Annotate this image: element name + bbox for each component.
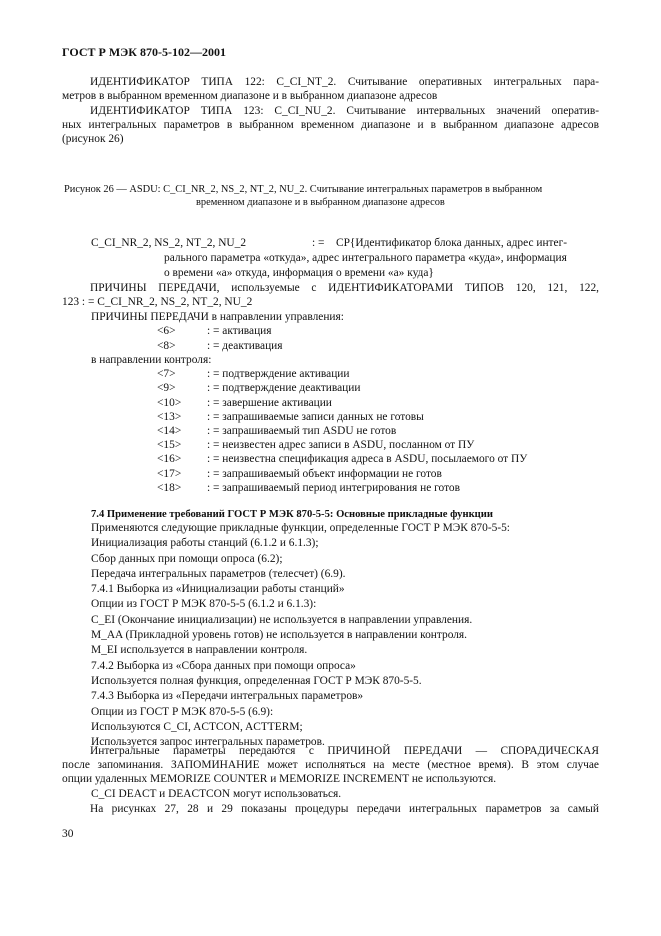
text-line: ИДЕНТИФИКАТОР ТИПА 122: C_CI_NT_2. Считывание оперативных интегральных пара- <box>90 76 599 88</box>
text-line: C_EI (Окончание инициализации) не используется в направлении управления. <box>91 613 473 626</box>
cause-text: : = запрашиваемые записи данных не готовы <box>207 411 424 423</box>
cause-code: <15> <box>157 439 182 451</box>
causes-intro <box>62 281 599 309</box>
cause-code: <8> <box>157 340 176 352</box>
text-line: после запоминания. ЗАПОМИНАНИЕ может исполняться на месте (местное время). В этом случае <box>62 759 599 772</box>
text-line: Инициализация работы станций (6.1.2 и 6.1.3); <box>91 537 319 550</box>
section-body <box>91 521 510 750</box>
text-line: M_EI используется в направлении контроля. <box>91 644 308 657</box>
control-direction-heading: ПРИЧИНЫ ПЕРЕДАЧИ в направлении управления: <box>91 311 344 323</box>
definition-body: о времени «а» откуда, информация о времени «а» куда} <box>164 267 434 279</box>
cause-text: : = завершение активации <box>207 397 332 409</box>
cause-text: : = неизвестна спецификация адреса в ASDU, посылаемого от ПУ <box>207 453 528 465</box>
spontaneous-paragraph <box>62 744 599 787</box>
definition-body: рального параметра «откуда», адрес интегрального параметра «куда», информация <box>164 252 567 264</box>
text-line: ных интегральных параметров в выбранном временном диапазоне и в выбранном диапазоне адресов <box>62 119 599 132</box>
cause-code: <6> <box>157 325 176 337</box>
cause-text: : = деактивация <box>207 340 283 352</box>
cause-text: : = запрашиваемый тип ASDU не готов <box>207 425 397 437</box>
figure-caption <box>64 183 599 209</box>
figures-paragraph <box>62 802 599 816</box>
text-line: Сбор данных при помощи опроса (6.2); <box>91 552 283 565</box>
subsection-heading: 7.4.3 Выборка из «Передачи интегральных параметров» <box>91 690 364 703</box>
page-number: 30 <box>62 828 74 840</box>
document-header: ГОСТ Р МЭК 870-5-102—2001 <box>62 45 226 59</box>
caption-line: временном диапазоне и в выбранном диапазоне адресов <box>196 197 445 208</box>
cause-code: <16> <box>157 453 182 465</box>
cause-code: <7> <box>157 368 176 380</box>
type-123-paragraph <box>62 104 599 147</box>
text-line: На рисунках 27, 28 и 29 показаны процедуры передачи интегральных параметров за самый <box>90 803 599 815</box>
deact-paragraph: C_CI DEACT и DEACTCON могут использоваться. <box>91 788 342 800</box>
text-line: (рисунок 26) <box>62 133 124 146</box>
definition-operator: : = <box>312 237 325 249</box>
text-line: Передача интегральных параметров (телесчет) (6.9). <box>91 567 346 580</box>
caption-line: Рисунок 26 — ASDU: C_CI_NR_2, NS_2, NT_2, NU_2. Считывание интегральных параметров в выбранном <box>64 184 543 195</box>
definition-name: C_CI_NR_2, NS_2, NT_2, NU_2 <box>91 237 247 249</box>
text-line: Используются C_CI, ACTCON, ACTTERM; <box>91 720 303 733</box>
text-line: опции удаленных MEMORIZE COUNTER и MEMORIZE INCREMENT не используются. <box>62 773 497 786</box>
cause-text: : = запрашиваемый период интегрирования не готов <box>207 482 460 494</box>
cause-text: : = подтверждение активации <box>207 368 350 380</box>
section-title: 7.4 Применение требований ГОСТ Р МЭК 870-5-5: Основные прикладные функции <box>91 509 493 520</box>
cause-text: : = запрашиваемый объект информации не готов <box>207 468 442 480</box>
type-122-paragraph <box>62 75 599 103</box>
text-line: Интегральные параметры передаются с ПРИЧИНОЙ ПЕРЕДАЧИ — СПОРАДИЧЕСКАЯ <box>90 745 599 757</box>
cause-text: : = неизвестен адрес записи в ASDU, посланном от ПУ <box>207 439 475 451</box>
cause-code: <13> <box>157 411 182 423</box>
monitor-direction-heading: в направлении контроля: <box>91 354 212 366</box>
cause-code: <9> <box>157 382 176 394</box>
text-line: M_AA (Прикладной уровень готов) не используется в направлении контроля. <box>91 629 468 642</box>
text-line: ИДЕНТИФИКАТОР ТИПА 123: C_CI_NU_2. Считывание интервальных значений оператив- <box>90 105 599 117</box>
cause-text: : = активация <box>207 325 272 337</box>
text-line: Опции из ГОСТ Р МЭК 870-5-5 (6.9): <box>91 705 274 718</box>
text-line: Используется запрос интегральных параметров. <box>91 736 325 749</box>
text-line: Применяются следующие прикладные функции, определенные ГОСТ Р МЭК 870-5-5: <box>91 522 510 534</box>
text-line: Используется полная функция, определенная ГОСТ Р МЭК 870-5-5. <box>91 674 422 687</box>
cause-text: : = подтверждение деактивации <box>207 382 361 394</box>
subsection-heading: 7.4.2 Выборка из «Сбора данных при помощи опроса» <box>91 659 356 672</box>
text-line: метров в выбранном временном диапазоне и в выбранном диапазоне адресов <box>62 90 438 103</box>
subsection-heading: 7.4.1 Выборка из «Инициализации работы станций» <box>91 583 345 596</box>
cause-code: <14> <box>157 425 182 437</box>
text-line: ПРИЧИНЫ ПЕРЕДАЧИ, используемые с ИДЕНТИФИКАТОРАМИ ТИПОВ 120, 121, 122, <box>90 282 599 294</box>
cause-code: <17> <box>157 468 182 480</box>
text-line: Опции из ГОСТ Р МЭК 870-5-5 (6.1.2 и 6.1.3): <box>91 598 317 611</box>
text-line: 123 : = C_CI_NR_2, NS_2, NT_2, NU_2 <box>62 296 253 309</box>
definition-body: CP{Идентификатор блока данных, адрес интег- <box>336 237 568 249</box>
cause-code: <10> <box>157 397 182 409</box>
cause-code: <18> <box>157 482 182 494</box>
